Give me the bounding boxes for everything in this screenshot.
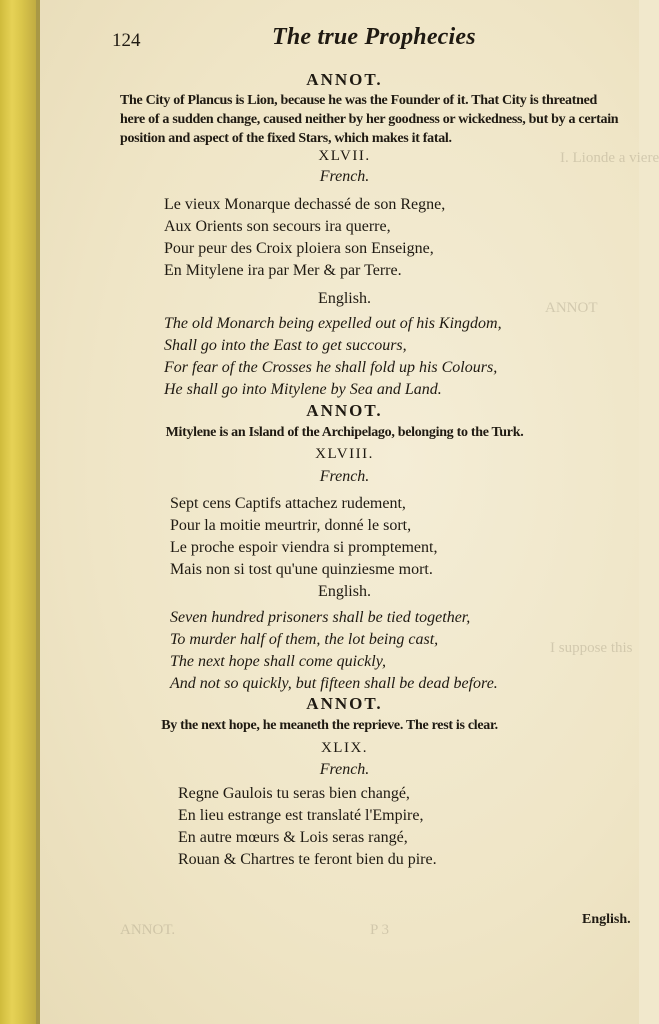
verse-line: Le vieux Monarque dechassé de son Regne, (164, 196, 446, 213)
annotation-text: Mitylene is an Island of the Archipelago, belonging to the Turk. (165, 425, 524, 440)
running-title: The true Prophecies (272, 24, 476, 50)
english-verse (164, 313, 604, 401)
verse-line: The old Monarch being expelled out of his Kingdom, (164, 315, 502, 332)
show-through-text: P 3 (370, 922, 390, 938)
annotation-heading: ANNOT. (306, 70, 383, 89)
show-through-text: ANNOT. (120, 922, 176, 938)
verse-line: Regne Gaulois tu seras bien changé, (178, 785, 410, 802)
annotation-text: By the next hope, he meaneth the reprieve. The rest is clear. (161, 718, 498, 733)
french-verse (178, 783, 618, 871)
verse-line: And not so quickly, but fifteen shall be dead before. (170, 675, 498, 692)
verse-line: Pour la moitie meurtrir, donné le sort, (170, 517, 412, 534)
verse-line: En Mitylene ira par Mer & par Terre. (164, 262, 402, 279)
verse-line: Rouan & Chartres te feront bien du pire. (178, 851, 437, 868)
french-label: French. (319, 168, 370, 185)
show-through-text: ANNOT (545, 300, 598, 316)
verse-line: Sept cens Captifs attachez rudement, (170, 495, 406, 512)
verse-line: Seven hundred prisoners shall be tied together, (170, 609, 471, 626)
show-through-text: I. Lionde a viere (560, 150, 659, 166)
verse-line: Pour peur des Croix ploiera son Enseigne, (164, 240, 434, 257)
verse-line: To murder half of them, the lot being cast, (170, 631, 439, 648)
french-label: French. (319, 761, 370, 778)
french-label: French. (319, 468, 370, 485)
verse-line: Mais non si tost qu'une quinziesme mort. (170, 561, 433, 578)
page-fore-edge (0, 0, 40, 1024)
verse-line: Aux Orients son secours ira querre, (164, 218, 391, 235)
verse-line: Shall go into the East to get succours, (164, 337, 407, 354)
annotation-text: The City of Plancus is Lion, because he was the Founder of it. That City is threatned here of a sudden change, caused neither by her goodness or wickedness, but by a certain position and aspect of the fixed Stars, which makes it fatal. (120, 93, 619, 146)
french-verse (164, 194, 604, 282)
english-label: English. (318, 583, 371, 600)
quatrain-numeral: XLVIII. (315, 446, 374, 462)
verse-line: The next hope shall come quickly, (170, 653, 386, 670)
page-header (112, 24, 599, 58)
verse-line: En autre mœurs & Lois seras rangé, (178, 829, 408, 846)
verse-line: En lieu estrange est translaté l'Empire, (178, 807, 424, 824)
verse-line: For fear of the Crosses he shall fold up his Colours, (164, 359, 498, 376)
show-through-text: I suppose this (550, 640, 633, 656)
annotation-heading: ANNOT. (306, 401, 383, 420)
quatrain-numeral: XLVII. (318, 148, 371, 164)
verse-line: Le proche espoir viendra si promptement, (170, 539, 438, 556)
verse-line: He shall go into Mitylene by Sea and Land. (164, 381, 442, 398)
french-verse (170, 493, 610, 581)
english-label: English. (318, 290, 371, 307)
page-number: 124 (112, 30, 141, 51)
quatrain-numeral: XLIX. (320, 740, 369, 756)
english-verse (170, 607, 610, 695)
catchword: English. (582, 912, 631, 927)
annotation-heading: ANNOT. (306, 694, 383, 713)
